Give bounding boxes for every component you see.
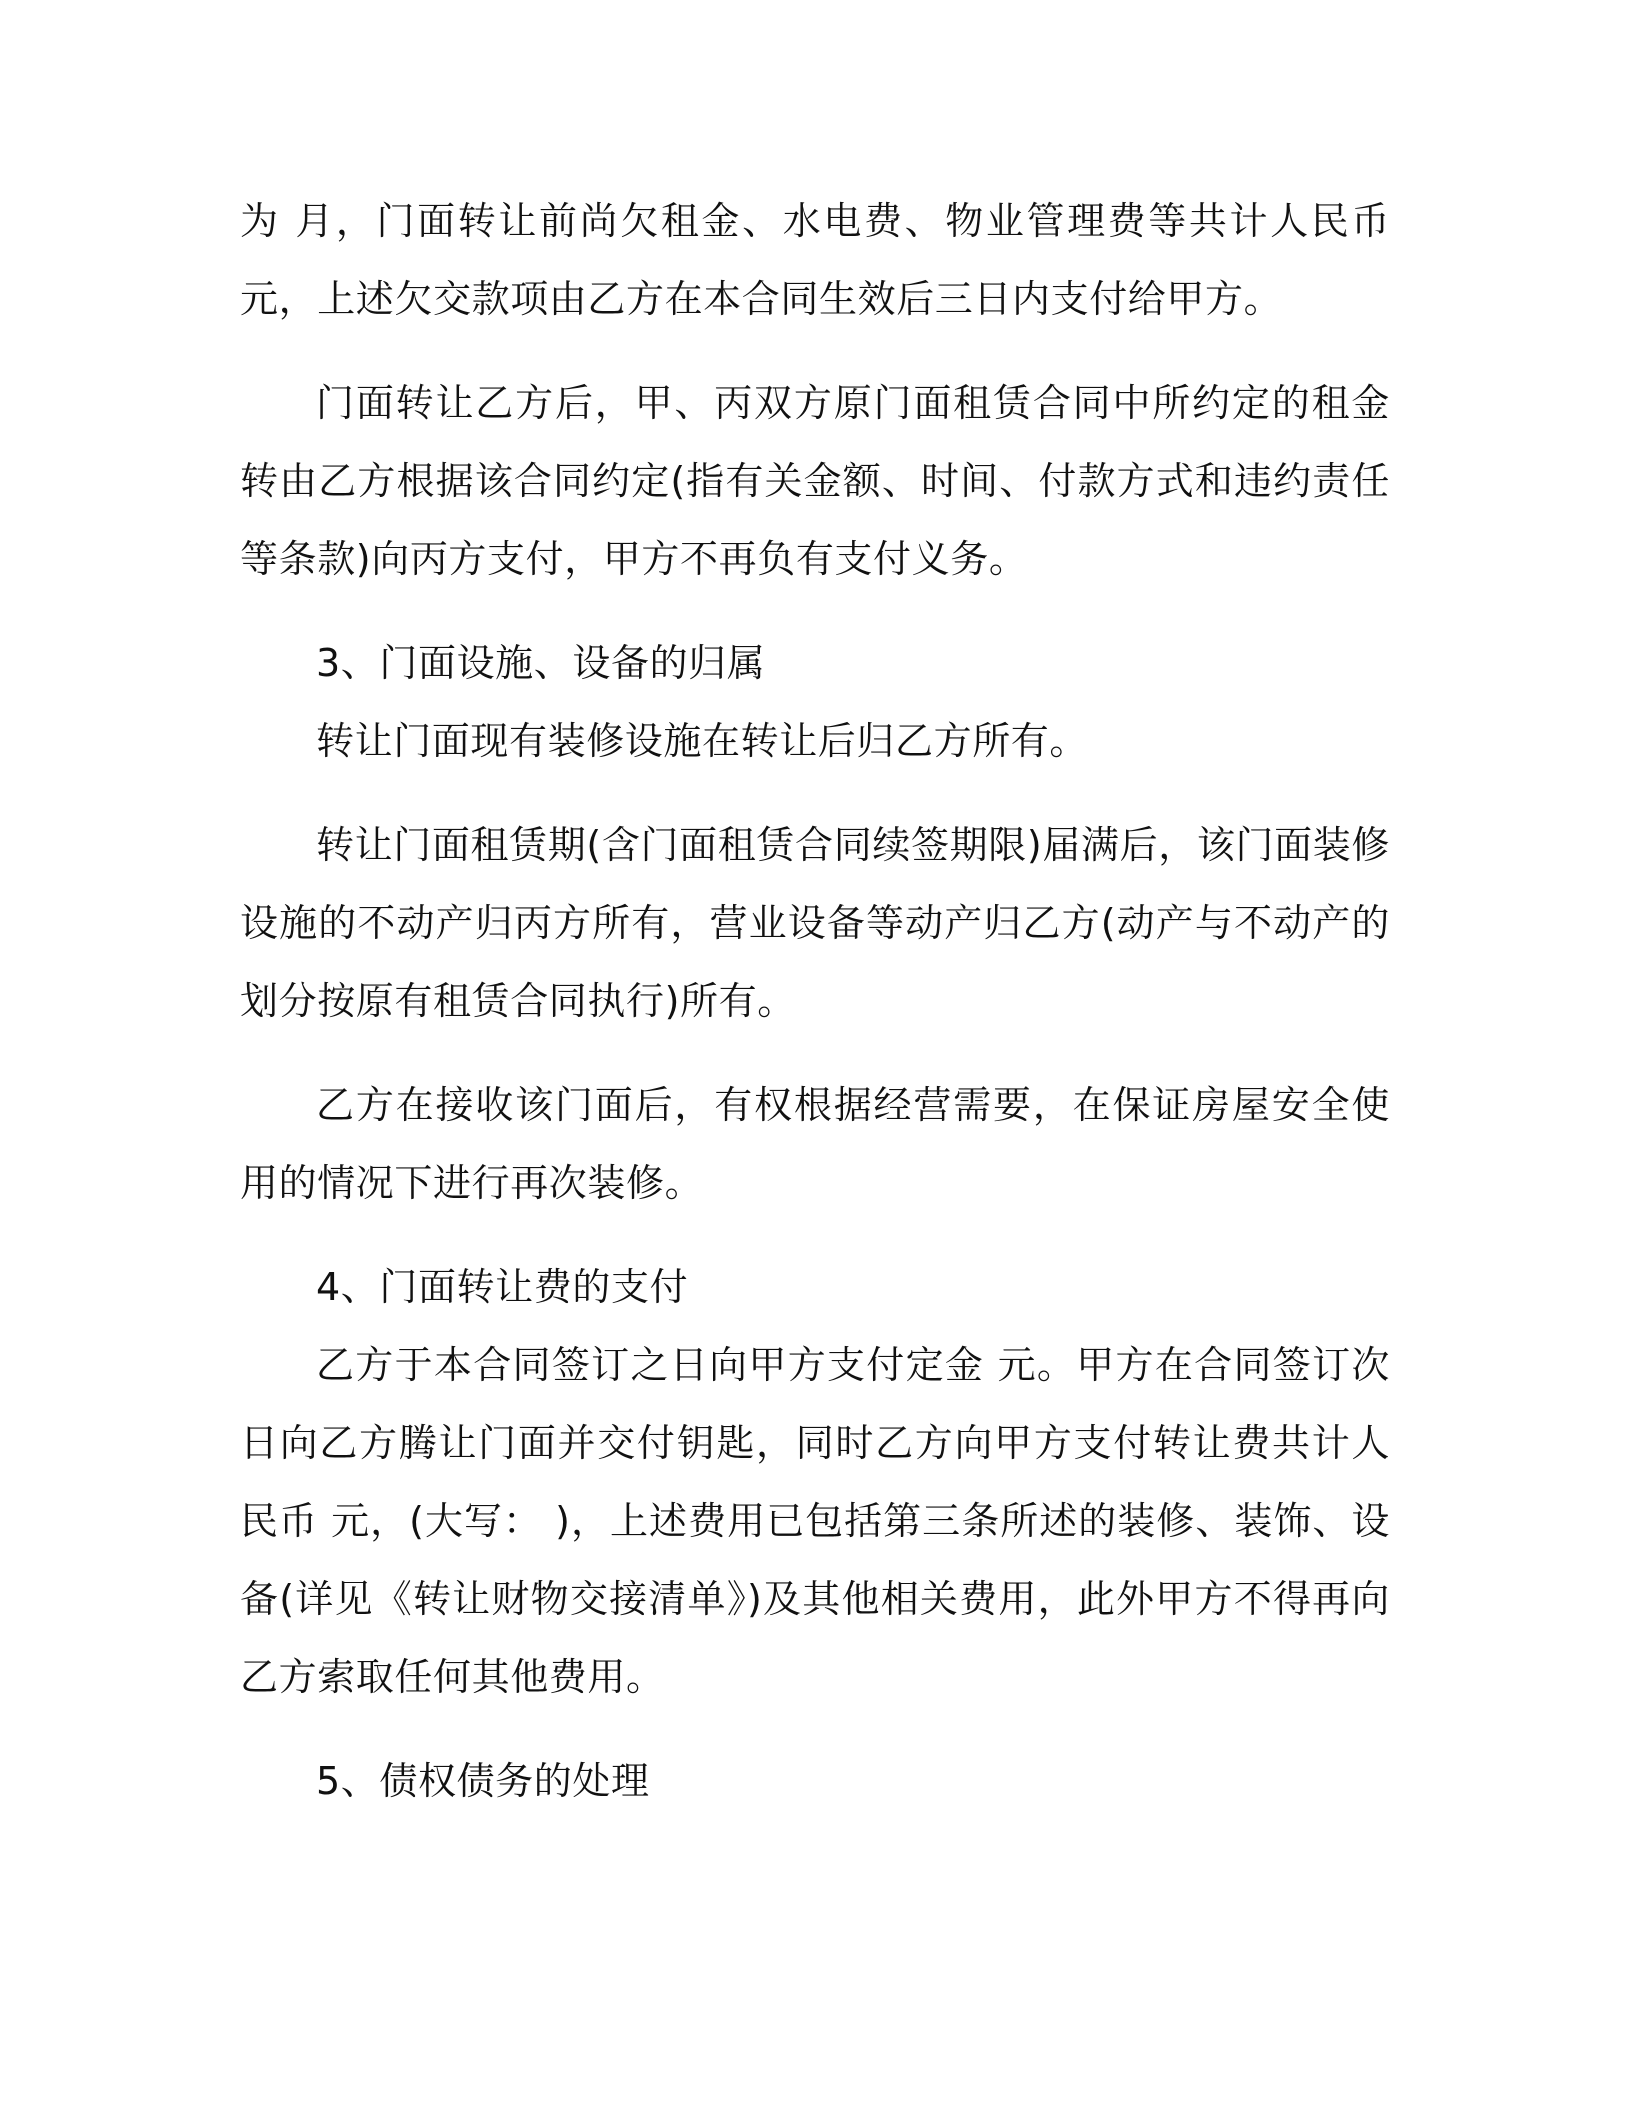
paragraph-lease-expiry: 转让门面租赁期(含门面租赁合同续签期限)届满后，该门面装修设施的不动产归丙方所有，营业设备等动产归乙方(动产与不动产的划分按原有租赁合同执行)所有。	[240, 823, 1390, 1023]
section-heading-3: 3、门面设施、设备的归属	[316, 641, 766, 685]
paragraph-renovation-right: 乙方在接收该门面后，有权根据经营需要，在保证房屋安全使用的情况下进行再次装修。	[240, 1083, 1390, 1205]
paragraph-unpaid-fees: 为 月，门面转让前尚欠租金、水电费、物业管理费等共计人民币 元，上述欠交款项由乙方在本合同生效后三日内支付给甲方。	[240, 199, 1390, 321]
document-body	[240, 182, 1390, 1820]
paragraph-transfer-payment: 乙方于本合同签订之日向甲方支付定金 元。甲方在合同签订次日向乙方腾让门面并交付钥匙，同时乙方向甲方支付转让费共计人民币 元，(大写： )，上述费用已包括第三条所述的装修、装饰、设备(详见《转让财物交接清单》)及其他相关费用，此外甲方不得再向乙方索取任何其他费用。	[240, 1343, 1390, 1699]
paragraph-rent-transfer: 门面转让乙方后，甲、丙双方原门面租赁合同中所约定的租金转由乙方根据该合同约定(指有关金额、时间、付款方式和违约责任等条款)向丙方支付，甲方不再负有支付义务。	[240, 381, 1390, 581]
section-heading-5: 5、债权债务的处理	[316, 1759, 650, 1803]
paragraph-facilities-ownership: 转让门面现有装修设施在转让后归乙方所有。	[316, 719, 1089, 763]
section-heading-4: 4、门面转让费的支付	[316, 1265, 689, 1309]
